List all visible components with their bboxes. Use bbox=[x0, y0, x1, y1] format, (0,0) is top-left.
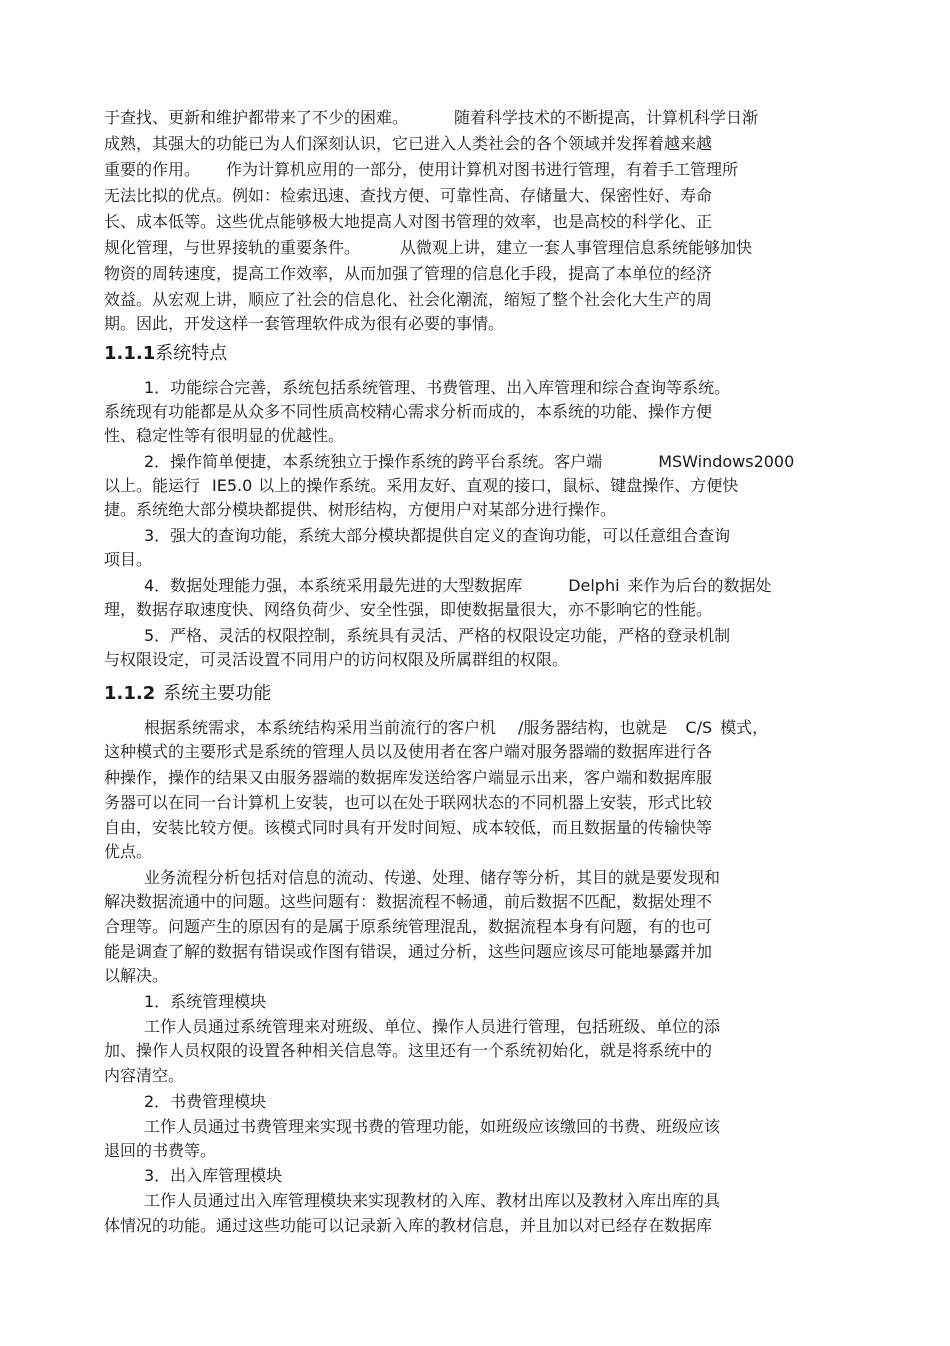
text-line: 业务流程分析包括对信息的流动、传递、处理、储存等分析，其目的就是要发现和 bbox=[144, 868, 721, 887]
text-segment: C/S bbox=[685, 718, 713, 737]
text-line: 以解决。 bbox=[104, 966, 169, 985]
text-line: 种操作，操作的结果又由服务器端的数据库发送给客户端显示出来，客户端和数据库服 bbox=[104, 768, 713, 787]
text-line: 性、稳定性等有很明显的优越性。 bbox=[104, 426, 345, 445]
section-heading bbox=[104, 682, 271, 706]
text-line: 工作人员通过系统管理来对班级、单位、操作人员进行管理，包括班级、单位的添 bbox=[144, 1017, 721, 1036]
section-heading bbox=[104, 342, 227, 366]
text-segment: 规化管理，与世界接轨的重要条件。 bbox=[104, 238, 361, 257]
text-line: 解决数据流通中的问题。这些问题有：数据流程不畅通，前后数据不匹配，数据处理不 bbox=[104, 892, 713, 911]
text-line bbox=[144, 717, 768, 739]
text-line: 1．系统管理模块 bbox=[144, 992, 267, 1011]
text-segment: 随着科学技术的不断提高，计算机科学日渐 bbox=[454, 108, 759, 127]
text-line: 体情况的功能。通过这些功能可以记录新入库的教材信息，并且加以对已经存在数据库 bbox=[104, 1216, 713, 1235]
text-segment: 模式， bbox=[720, 718, 769, 737]
text-segment: 以上。能运行 bbox=[104, 476, 201, 495]
text-line: 3．出入库管理模块 bbox=[144, 1166, 283, 1185]
text-line: 项目。 bbox=[104, 550, 153, 569]
text-line: 工作人员通过出入库管理模块来实现教材的入库、教材出库以及教材入库出库的具 bbox=[144, 1191, 721, 1210]
text-segment: MSWindows2000 bbox=[658, 452, 795, 471]
text-line: 退回的书费等。 bbox=[104, 1141, 217, 1160]
text-line: 物资的周转速度，提高工作效率，从而加强了管理的信息化手段，提高了本单位的经济 bbox=[104, 264, 713, 283]
text-line: 捷。系统绝大部分模块都提供、树形结构，方便用户对某部分进行操作。 bbox=[104, 500, 617, 519]
text-line: 效益。从宏观上讲，顺应了社会的信息化、社会化潮流，缩短了整个社会化大生产的周 bbox=[104, 290, 713, 309]
text-line bbox=[104, 237, 752, 259]
section-title: 系统特点 bbox=[155, 343, 228, 364]
text-segment: 以上的操作系统。采用友好、直观的接口，鼠标、键盘操作、方便快 bbox=[258, 476, 739, 495]
text-segment: 作为计算机应用的一部分，使用计算机对图书进行管理，有着手工管理所 bbox=[226, 160, 739, 179]
text-line: 3．强大的查询功能，系统大部分模块都提供自定义的查询功能，可以任意组合查询 bbox=[144, 526, 731, 545]
text-line: 自由，安装比较方便。该模式同时具有开发时间短、成本较低，而且数据量的传输快等 bbox=[104, 818, 713, 837]
text-line bbox=[144, 575, 772, 597]
text-segment: 2．操作简单便捷，本系统独立于操作系统的跨平台系统。客户端 bbox=[144, 452, 603, 471]
text-segment: 根据系统需求，本系统结构采用当前流行的客户机 bbox=[144, 718, 497, 737]
text-line: 工作人员通过书费管理来实现书费的管理功能，如班级应该缴回的书费、班级应该 bbox=[144, 1117, 721, 1136]
text-line: 务器可以在同一台计算机上安装，也可以在处于联网状态的不同机器上安装，形式比较 bbox=[104, 793, 713, 812]
text-line: 加、操作人员权限的设置各种相关信息等。这里还有一个系统初始化，就是将系统中的 bbox=[104, 1041, 713, 1060]
text-segment: 于查找、更新和维护都带来了不少的困难。 bbox=[104, 108, 409, 127]
text-segment: 重要的作用。 bbox=[104, 160, 201, 179]
section-title: 系统主要功能 bbox=[163, 683, 272, 704]
text-line: 无法比拟的优点。例如：检索迅速、查找方便、可靠性高、存储量大、保密性好、寿命 bbox=[104, 186, 713, 205]
text-line: 成熟，其强大的功能已为人们深刻认识，它已进入人类社会的各个领域并发挥着越来越 bbox=[104, 134, 713, 153]
text-segment: 从微观上讲，建立一套人事管理信息系统能够加快 bbox=[400, 238, 753, 257]
text-line: 2．书费管理模块 bbox=[144, 1092, 267, 1111]
text-segment: 4．数据处理能力强，本系统采用最先进的大型数据库 bbox=[144, 576, 523, 595]
text-line: 这种模式的主要形式是系统的管理人员以及使用者在客户端对服务器端的数据库进行各 bbox=[104, 742, 713, 761]
text-segment: 来作为后台的数据处 bbox=[627, 576, 772, 595]
text-line: 能是调查了解的数据有错误或作图有错误，通过分析，这些问题应该尽可能地暴露并加 bbox=[104, 942, 713, 961]
text-line: 系统现有功能都是从众多不同性质高校精心需求分析而成的，本系统的功能、操作方便 bbox=[104, 402, 713, 421]
text-line bbox=[104, 107, 758, 129]
text-line bbox=[144, 451, 794, 473]
text-line: 与权限设定，可灵活设置不同用户的访问权限及所属群组的权限。 bbox=[104, 650, 569, 669]
text-line bbox=[104, 159, 738, 181]
text-line: 内容清空。 bbox=[104, 1066, 185, 1085]
text-segment: IE5.0 bbox=[212, 476, 253, 495]
text-line: 5．严格、灵活的权限控制，系统具有灵活、严格的权限设定功能，严格的登录机制 bbox=[144, 626, 731, 645]
text-line: 合理等。问题产生的原因有的是属于原系统管理混乱，数据流程本身有问题，有的也可 bbox=[104, 917, 713, 936]
text-segment: Delphi bbox=[568, 576, 620, 595]
text-line: 长、成本低等。这些优点能够极大地提高人对图书管理的效率，也是高校的科学化、正 bbox=[104, 212, 713, 231]
text-line: 理，数据存取速度快、网络负荷少、安全性强，即使数据量很大，亦不影响它的性能。 bbox=[104, 600, 713, 619]
text-line: 期。因此，开发这样一套管理软件成为很有必要的事情。 bbox=[104, 314, 505, 333]
text-segment: /服务器结构，也就是 bbox=[518, 718, 668, 737]
text-line: 1．功能综合完善，系统包括系统管理、书费管理、出入库管理和综合查询等系统。 bbox=[144, 378, 731, 397]
section-number: 1.1.2 bbox=[104, 683, 156, 704]
text-line bbox=[104, 475, 738, 497]
text-line: 优点。 bbox=[104, 842, 153, 861]
section-number: 1.1.1 bbox=[104, 343, 156, 364]
